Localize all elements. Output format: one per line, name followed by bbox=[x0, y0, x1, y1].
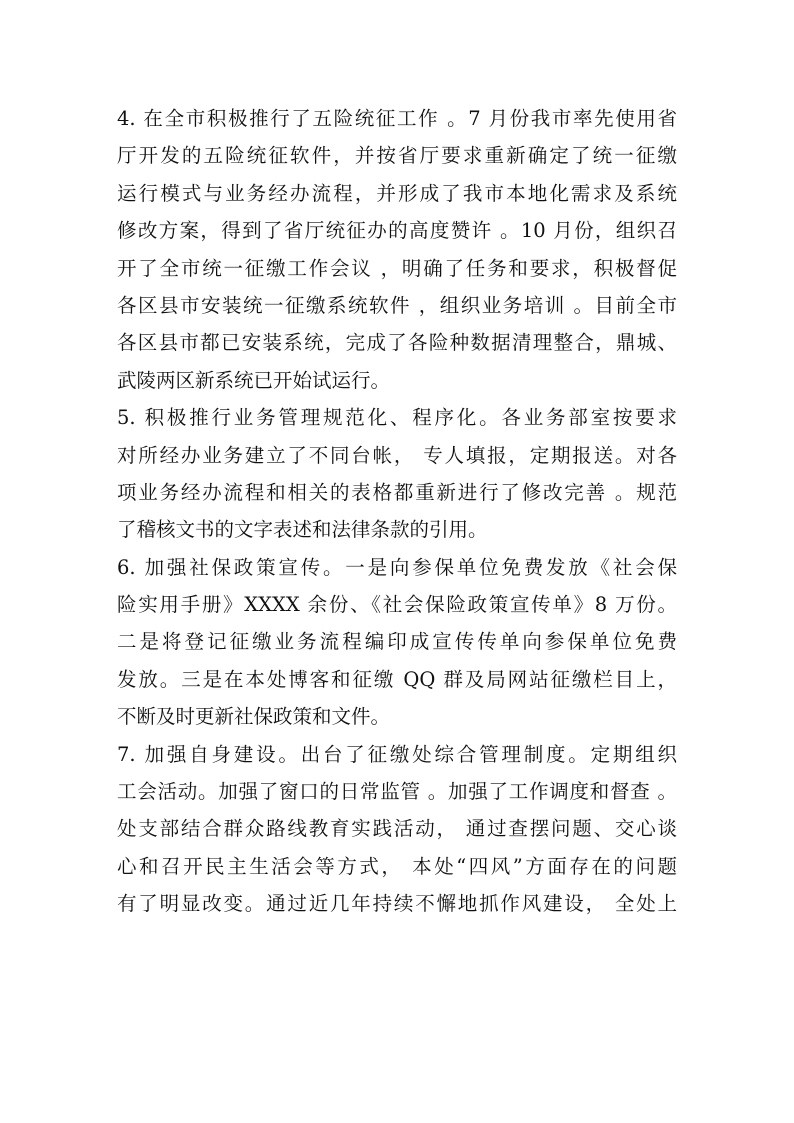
text-line: 开了全市统一征缴工作会议 ，明确了任务和要求，积极督促 bbox=[117, 256, 677, 280]
text-line: 武陵两区新系统已开始试运行。 bbox=[117, 368, 391, 392]
text-line: 不断及时更新社保政策和文件。 bbox=[117, 705, 391, 729]
text-line: 对所经办业务建立了不同台帐， 专人填报，定期报送。对各 bbox=[117, 443, 677, 467]
text-line: 6. 加强社保政策宣传。一是向参保单位免费发放《社会保 bbox=[117, 555, 677, 579]
text-line: 项业务经办流程和相关的表格都重新进行了修改完善 。规范 bbox=[117, 480, 677, 504]
text-line: 各区县市都已安装系统，完成了各险种数据清理整合，鼎城、 bbox=[117, 331, 677, 355]
text-line: 处支部结合群众路线教育实践活动， 通过查摆问题、交心谈 bbox=[117, 817, 677, 841]
text-line: 发放。三是在本处博客和征缴 QQ 群及局网站征缴栏目上， bbox=[117, 667, 677, 691]
text-line: 了稽核文书的文字表述和法律条款的引用。 bbox=[117, 518, 488, 542]
text-line: 修改方案，得到了省厅统征办的高度赞许 。10 月份，组织召 bbox=[117, 219, 677, 243]
text-line: 各区县市安装统一征缴系统软件 ，组织业务培训 。目前全市 bbox=[117, 293, 677, 317]
text-line: 厅开发的五险统征软件，并按省厅要求重新确定了统一征缴 bbox=[117, 144, 677, 168]
text-line: 有了明显改变。通过近几年持续不懈地抓作风建设， 全处上 bbox=[117, 892, 677, 916]
text-line: 5. 积极推行业务管理规范化、程序化。各业务部室按要求 bbox=[117, 406, 677, 430]
document-page bbox=[117, 100, 677, 923]
text-line: 运行模式与业务经办流程，并形成了我市本地化需求及系统 bbox=[117, 181, 677, 205]
text-line: 4. 在全市积极推行了五险统征工作 。7 月份我市率先使用省 bbox=[117, 107, 677, 130]
text-line: 二是将登记征缴业务流程编印成宣传传单向参保单位免费 bbox=[117, 630, 677, 654]
text-line: 险实用手册》XXXX 余份、《社会保险政策宣传单》8 万份。 bbox=[117, 593, 677, 617]
text-line: 7. 加强自身建设。出台了征缴处综合管理制度。定期组织 bbox=[117, 742, 677, 766]
text-line: 心和召开民主生活会等方式， 本处“四风”方面存在的问题 bbox=[117, 854, 677, 878]
text-line: 工会活动。加强了窗口的日常监管 。加强了工作调度和督查 。 bbox=[117, 780, 677, 804]
